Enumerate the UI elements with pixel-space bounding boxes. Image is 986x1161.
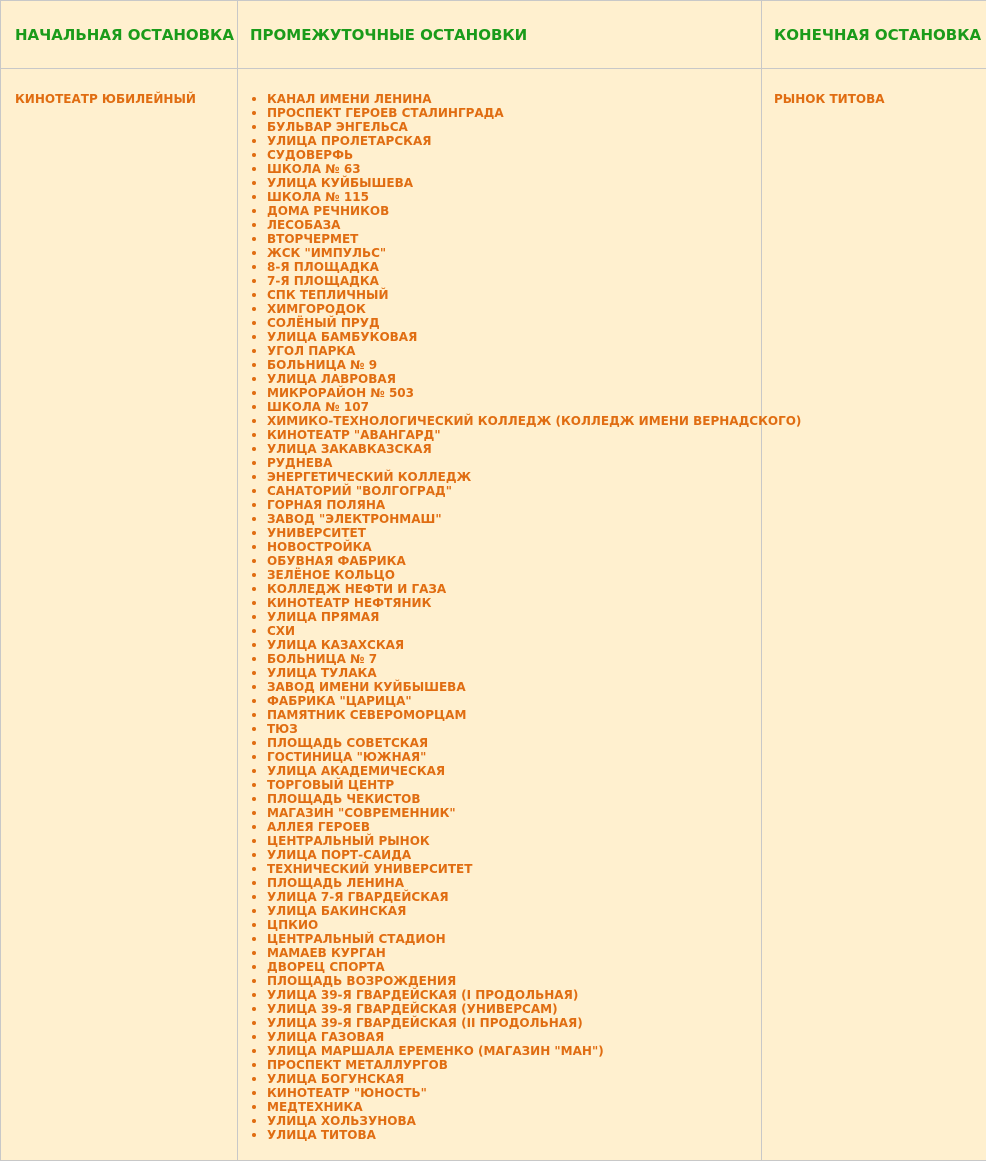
stop-name: УЛИЦА БАМБУКОВАЯ — [267, 330, 418, 344]
bullet-icon — [252, 363, 256, 367]
bullet-icon — [252, 503, 256, 507]
stop-name: ПРОСПЕКТ ГЕРОЕВ СТАЛИНГРАДА — [267, 106, 504, 120]
list-item — [267, 1128, 761, 1142]
list-item — [267, 260, 761, 274]
list-item — [267, 848, 761, 862]
list-item — [267, 218, 761, 232]
bullet-icon — [252, 377, 256, 381]
bullet-icon — [252, 923, 256, 927]
stop-name: УЛИЦА КУЙБЫШЕВА — [267, 176, 413, 190]
list-item — [267, 1044, 761, 1058]
stop-name: КИНОТЕАТР НЕФТЯНИК — [267, 596, 432, 610]
bullet-icon — [252, 461, 256, 465]
route-row — [1, 69, 986, 1161]
stop-name: УЛИЦА МАРШАЛА ЕРЕМЕНКО (МАГАЗИН "МАН") — [267, 1044, 604, 1058]
list-item — [267, 904, 761, 918]
bullet-icon — [252, 825, 256, 829]
list-item — [267, 372, 761, 386]
list-item — [267, 484, 761, 498]
stop-name: ОБУВНАЯ ФАБРИКА — [267, 554, 406, 568]
bullet-icon — [252, 965, 256, 969]
bullet-icon — [252, 909, 256, 913]
stop-name: УЛИЦА ПРОЛЕТАРСКАЯ — [267, 134, 432, 148]
stop-name: УЛИЦА ТУЛАКА — [267, 666, 377, 680]
bullet-icon — [252, 265, 256, 269]
list-item — [267, 1086, 761, 1100]
list-item — [267, 876, 761, 890]
bullet-icon — [252, 307, 256, 311]
stop-name: УЛИЦА ЛАВРОВАЯ — [267, 372, 396, 386]
list-item — [267, 288, 761, 302]
bullet-icon — [252, 1077, 256, 1081]
bullet-icon — [252, 1049, 256, 1053]
list-item — [267, 1002, 761, 1016]
stop-name: УЛИЦА ПОРТ-САИДА — [267, 848, 412, 862]
header-end-cell — [762, 1, 986, 69]
stop-name: ПЛОЩАДЬ ЧЕКИСТОВ — [267, 792, 421, 806]
list-item — [267, 806, 761, 820]
bullet-icon — [252, 573, 256, 577]
bullet-icon — [252, 349, 256, 353]
list-item — [267, 526, 761, 540]
end-stop-name: РЫНОК ТИТОВА — [774, 92, 885, 106]
list-item — [267, 190, 761, 204]
stop-name: ПЛОЩАДЬ ВОЗРОЖДЕНИЯ — [267, 974, 457, 988]
bullet-icon — [252, 699, 256, 703]
bullet-icon — [252, 1021, 256, 1025]
stop-name: МЕДТЕХНИКА — [267, 1100, 363, 1114]
list-item — [267, 946, 761, 960]
stop-name: ПАМЯТНИК СЕВЕРОМОРЦАМ — [267, 708, 467, 722]
stop-name: ПЛОЩАДЬ СОВЕТСКАЯ — [267, 736, 429, 750]
list-item — [267, 204, 761, 218]
list-item — [267, 1030, 761, 1044]
list-item — [267, 722, 761, 736]
stop-name: МАГАЗИН "СОВРЕМЕННИК" — [267, 806, 456, 820]
stop-name: УЛИЦА 39-Я ГВАРДЕЙСКАЯ (УНИВЕРСАМ) — [267, 1002, 558, 1016]
list-item — [267, 638, 761, 652]
list-item — [267, 554, 761, 568]
bullet-icon — [252, 1119, 256, 1123]
list-item — [267, 540, 761, 554]
stop-name: УЛИЦА 7-Я ГВАРДЕЙСКАЯ — [267, 890, 449, 904]
bullet-icon — [252, 783, 256, 787]
stop-name: ТЕХНИЧЕСКИЙ УНИВЕРСИТЕТ — [267, 862, 473, 876]
stop-name: УЛИЦА ПРЯМАЯ — [267, 610, 380, 624]
stop-name: ДОМА РЕЧНИКОВ — [267, 204, 390, 218]
bullet-icon — [252, 279, 256, 283]
bullet-icon — [252, 125, 256, 129]
list-item — [267, 1058, 761, 1072]
end-stop-cell — [762, 69, 986, 1161]
bullet-icon — [252, 335, 256, 339]
stop-name: ТЮЗ — [267, 722, 298, 736]
bullet-icon — [252, 797, 256, 801]
stop-name: ЛЕСОБАЗА — [267, 218, 341, 232]
bullet-icon — [252, 881, 256, 885]
bullet-icon — [252, 867, 256, 871]
list-item — [267, 442, 761, 456]
bullet-icon — [252, 713, 256, 717]
bullet-icon — [252, 209, 256, 213]
list-item — [267, 596, 761, 610]
stop-name: ЗАВОД ИМЕНИ КУЙБЫШЕВА — [267, 680, 466, 694]
list-item — [267, 246, 761, 260]
list-item — [267, 834, 761, 848]
bullet-icon — [252, 629, 256, 633]
bullet-icon — [252, 895, 256, 899]
stop-name: УЛИЦА КАЗАХСКАЯ — [267, 638, 405, 652]
bullet-icon — [252, 545, 256, 549]
list-item — [267, 176, 761, 190]
stop-name: УЛИЦА ЗАКАВКАЗСКАЯ — [267, 442, 432, 456]
intermediate-stops-cell — [238, 69, 802, 1161]
header-row — [1, 1, 986, 69]
stop-name: АЛЛЕЯ ГЕРОЕВ — [267, 820, 371, 834]
list-item — [267, 1100, 761, 1114]
list-item — [267, 610, 761, 624]
stop-name: КИНОТЕАТР "АВАНГАРД" — [267, 428, 441, 442]
list-item — [267, 344, 761, 358]
bullet-icon — [252, 139, 256, 143]
bullet-icon — [252, 293, 256, 297]
list-item — [267, 428, 761, 442]
list-item — [267, 568, 761, 582]
stop-name: СОЛЁНЫЙ ПРУД — [267, 316, 380, 330]
bullet-icon — [252, 839, 256, 843]
bullet-icon — [252, 559, 256, 563]
list-item — [267, 862, 761, 876]
list-item — [267, 820, 761, 834]
list-item — [267, 624, 761, 638]
bullet-icon — [252, 195, 256, 199]
stop-name: ГОРНАЯ ПОЛЯНА — [267, 498, 386, 512]
bullet-icon — [252, 1105, 256, 1109]
list-item — [267, 106, 761, 120]
bullet-icon — [252, 1035, 256, 1039]
list-item — [267, 316, 761, 330]
bullet-icon — [252, 769, 256, 773]
stop-name: РУДНЕВА — [267, 456, 333, 470]
bullet-icon — [252, 475, 256, 479]
list-item — [267, 414, 802, 428]
list-item — [267, 736, 761, 750]
header-start-label: НАЧАЛЬНАЯ ОСТАНОВКА — [15, 25, 234, 44]
list-item — [267, 890, 761, 904]
list-item — [267, 792, 761, 806]
bullet-icon — [252, 489, 256, 493]
bullet-icon — [252, 433, 256, 437]
bullet-icon — [252, 951, 256, 955]
stop-name: КАНАЛ ИМЕНИ ЛЕНИНА — [267, 92, 432, 106]
bullet-icon — [252, 671, 256, 675]
bullet-icon — [252, 153, 256, 157]
stop-name: УЛИЦА ТИТОВА — [267, 1128, 376, 1142]
list-item — [267, 764, 761, 778]
stop-name: БУЛЬВАР ЭНГЕЛЬСА — [267, 120, 408, 134]
bullet-icon — [252, 755, 256, 759]
stop-name: ЦПКИО — [267, 918, 319, 932]
bullet-icon — [252, 727, 256, 731]
list-item — [267, 582, 761, 596]
stop-name: СПК ТЕПЛИЧНЫЙ — [267, 288, 389, 302]
bullet-icon — [252, 657, 256, 661]
stop-name: УЛИЦА ГАЗОВАЯ — [267, 1030, 385, 1044]
bullet-icon — [252, 167, 256, 171]
stop-name: МИКРОРАЙОН № 503 — [267, 386, 414, 400]
stop-name: УЛИЦА 39-Я ГВАРДЕЙСКАЯ (I ПРОДОЛЬНАЯ) — [267, 988, 579, 1002]
list-item — [267, 750, 761, 764]
bullet-icon — [252, 741, 256, 745]
list-item — [267, 694, 761, 708]
bullet-icon — [252, 97, 256, 101]
bullet-icon — [252, 181, 256, 185]
stop-name: БОЛЬНИЦА № 9 — [267, 358, 378, 372]
list-item — [267, 148, 761, 162]
stop-name: ЦЕНТРАЛЬНЫЙ РЫНОК — [267, 834, 430, 848]
bullet-icon — [252, 517, 256, 521]
stop-name: 8-Я ПЛОЩАДКА — [267, 260, 379, 274]
list-item — [267, 1016, 761, 1030]
list-item — [267, 456, 761, 470]
stop-name: ХИМИКО-ТЕХНОЛОГИЧЕСКИЙ КОЛЛЕДЖ (КОЛЛЕДЖ ИМЕНИ ВЕРНАДСКОГО) — [267, 414, 802, 428]
stop-name: БОЛЬНИЦА № 7 — [267, 652, 378, 666]
stop-name: ФАБРИКА "ЦАРИЦА" — [267, 694, 412, 708]
stop-name: УЛИЦА БАКИНСКАЯ — [267, 904, 407, 918]
bullet-icon — [252, 447, 256, 451]
list-item — [267, 498, 761, 512]
stop-name: ШКОЛА № 107 — [267, 400, 369, 414]
stop-name: УГОЛ ПАРКА — [267, 344, 356, 358]
bullet-icon — [252, 391, 256, 395]
bullet-icon — [252, 405, 256, 409]
list-item — [267, 652, 761, 666]
bullet-icon — [252, 223, 256, 227]
bullet-icon — [252, 937, 256, 941]
list-item — [267, 666, 761, 680]
list-item — [267, 120, 761, 134]
stop-name: СУДОВЕРФЬ — [267, 148, 354, 162]
list-item — [267, 778, 761, 792]
stop-name: ВТОРЧЕРМЕТ — [267, 232, 359, 246]
bullet-icon — [252, 853, 256, 857]
intermediate-stops-list — [238, 69, 802, 1142]
stop-name: ТОРГОВЫЙ ЦЕНТР — [267, 778, 395, 792]
stop-name: ЭНЕРГЕТИЧЕСКИЙ КОЛЛЕДЖ — [267, 470, 472, 484]
list-item — [267, 400, 761, 414]
start-stop-cell — [1, 69, 238, 1161]
list-item — [267, 512, 761, 526]
list-item — [267, 1114, 761, 1128]
bullet-icon — [252, 811, 256, 815]
stop-name: ДВОРЕЦ СПОРТА — [267, 960, 385, 974]
list-item — [267, 274, 761, 288]
header-middle-cell — [238, 1, 762, 69]
stop-name: ЖСК "ИМПУЛЬС" — [267, 246, 387, 260]
bullet-icon — [252, 111, 256, 115]
stop-name: ШКОЛА № 63 — [267, 162, 361, 176]
bullet-icon — [252, 685, 256, 689]
stop-name: КОЛЛЕДЖ НЕФТИ И ГАЗА — [267, 582, 447, 596]
list-item — [267, 386, 761, 400]
stop-name: УЛИЦА БОГУНСКАЯ — [267, 1072, 405, 1086]
bullet-icon — [252, 419, 256, 423]
stop-name: УЛИЦА 39-Я ГВАРДЕЙСКАЯ (II ПРОДОЛЬНАЯ) — [267, 1016, 583, 1030]
stop-name: НОВОСТРОЙКА — [267, 540, 372, 554]
stop-name: ПЛОЩАДЬ ЛЕНИНА — [267, 876, 404, 890]
stop-name: САНАТОРИЙ "ВОЛГОГРАД" — [267, 484, 452, 498]
list-item — [267, 974, 761, 988]
stop-name: КИНОТЕАТР "ЮНОСТЬ" — [267, 1086, 427, 1100]
list-item — [267, 162, 761, 176]
list-item — [267, 232, 761, 246]
stop-name: УЛИЦА АКАДЕМИЧЕСКАЯ — [267, 764, 446, 778]
bullet-icon — [252, 643, 256, 647]
list-item — [267, 330, 761, 344]
stop-name: ХИМГОРОДОК — [267, 302, 366, 316]
header-end-label: КОНЕЧНАЯ ОСТАНОВКА — [774, 25, 982, 44]
list-item — [267, 358, 761, 372]
bullet-icon — [252, 615, 256, 619]
bullet-icon — [252, 237, 256, 241]
bullet-icon — [252, 1007, 256, 1011]
list-item — [267, 1072, 761, 1086]
stop-name: ЗАВОД "ЭЛЕКТРОНМАШ" — [267, 512, 442, 526]
list-item — [267, 988, 761, 1002]
list-item — [267, 134, 761, 148]
bullet-icon — [252, 1133, 256, 1137]
bullet-icon — [252, 993, 256, 997]
list-item — [267, 302, 761, 316]
list-item — [267, 960, 761, 974]
list-item — [267, 92, 761, 106]
header-start-cell — [1, 1, 238, 69]
stop-name: ЦЕНТРАЛЬНЫЙ СТАДИОН — [267, 932, 446, 946]
list-item — [267, 932, 761, 946]
stop-name: ШКОЛА № 115 — [267, 190, 369, 204]
list-item — [267, 708, 761, 722]
list-item — [267, 918, 761, 932]
list-item — [267, 680, 761, 694]
header-middle-label: ПРОМЕЖУТОЧНЫЕ ОСТАНОВКИ — [250, 25, 528, 44]
stop-name: СХИ — [267, 624, 296, 638]
list-item — [267, 470, 761, 484]
bullet-icon — [252, 587, 256, 591]
bullet-icon — [252, 1063, 256, 1067]
bullet-icon — [252, 601, 256, 605]
bullet-icon — [252, 321, 256, 325]
start-stop-name: КИНОТЕАТР ЮБИЛЕЙНЫЙ — [15, 92, 196, 106]
stop-name: ПРОСПЕКТ МЕТАЛЛУРГОВ — [267, 1058, 448, 1072]
stop-name: МАМАЕВ КУРГАН — [267, 946, 386, 960]
bullet-icon — [252, 251, 256, 255]
stop-name: ЗЕЛЁНОЕ КОЛЬЦО — [267, 568, 395, 582]
stop-name: ГОСТИНИЦА "ЮЖНАЯ" — [267, 750, 427, 764]
stop-name: УЛИЦА ХОЛЬЗУНОВА — [267, 1114, 416, 1128]
bullet-icon — [252, 531, 256, 535]
stop-name: 7-Я ПЛОЩАДКА — [267, 274, 379, 288]
stop-name: УНИВЕРСИТЕТ — [267, 526, 366, 540]
bullet-icon — [252, 979, 256, 983]
bullet-icon — [252, 1091, 256, 1095]
